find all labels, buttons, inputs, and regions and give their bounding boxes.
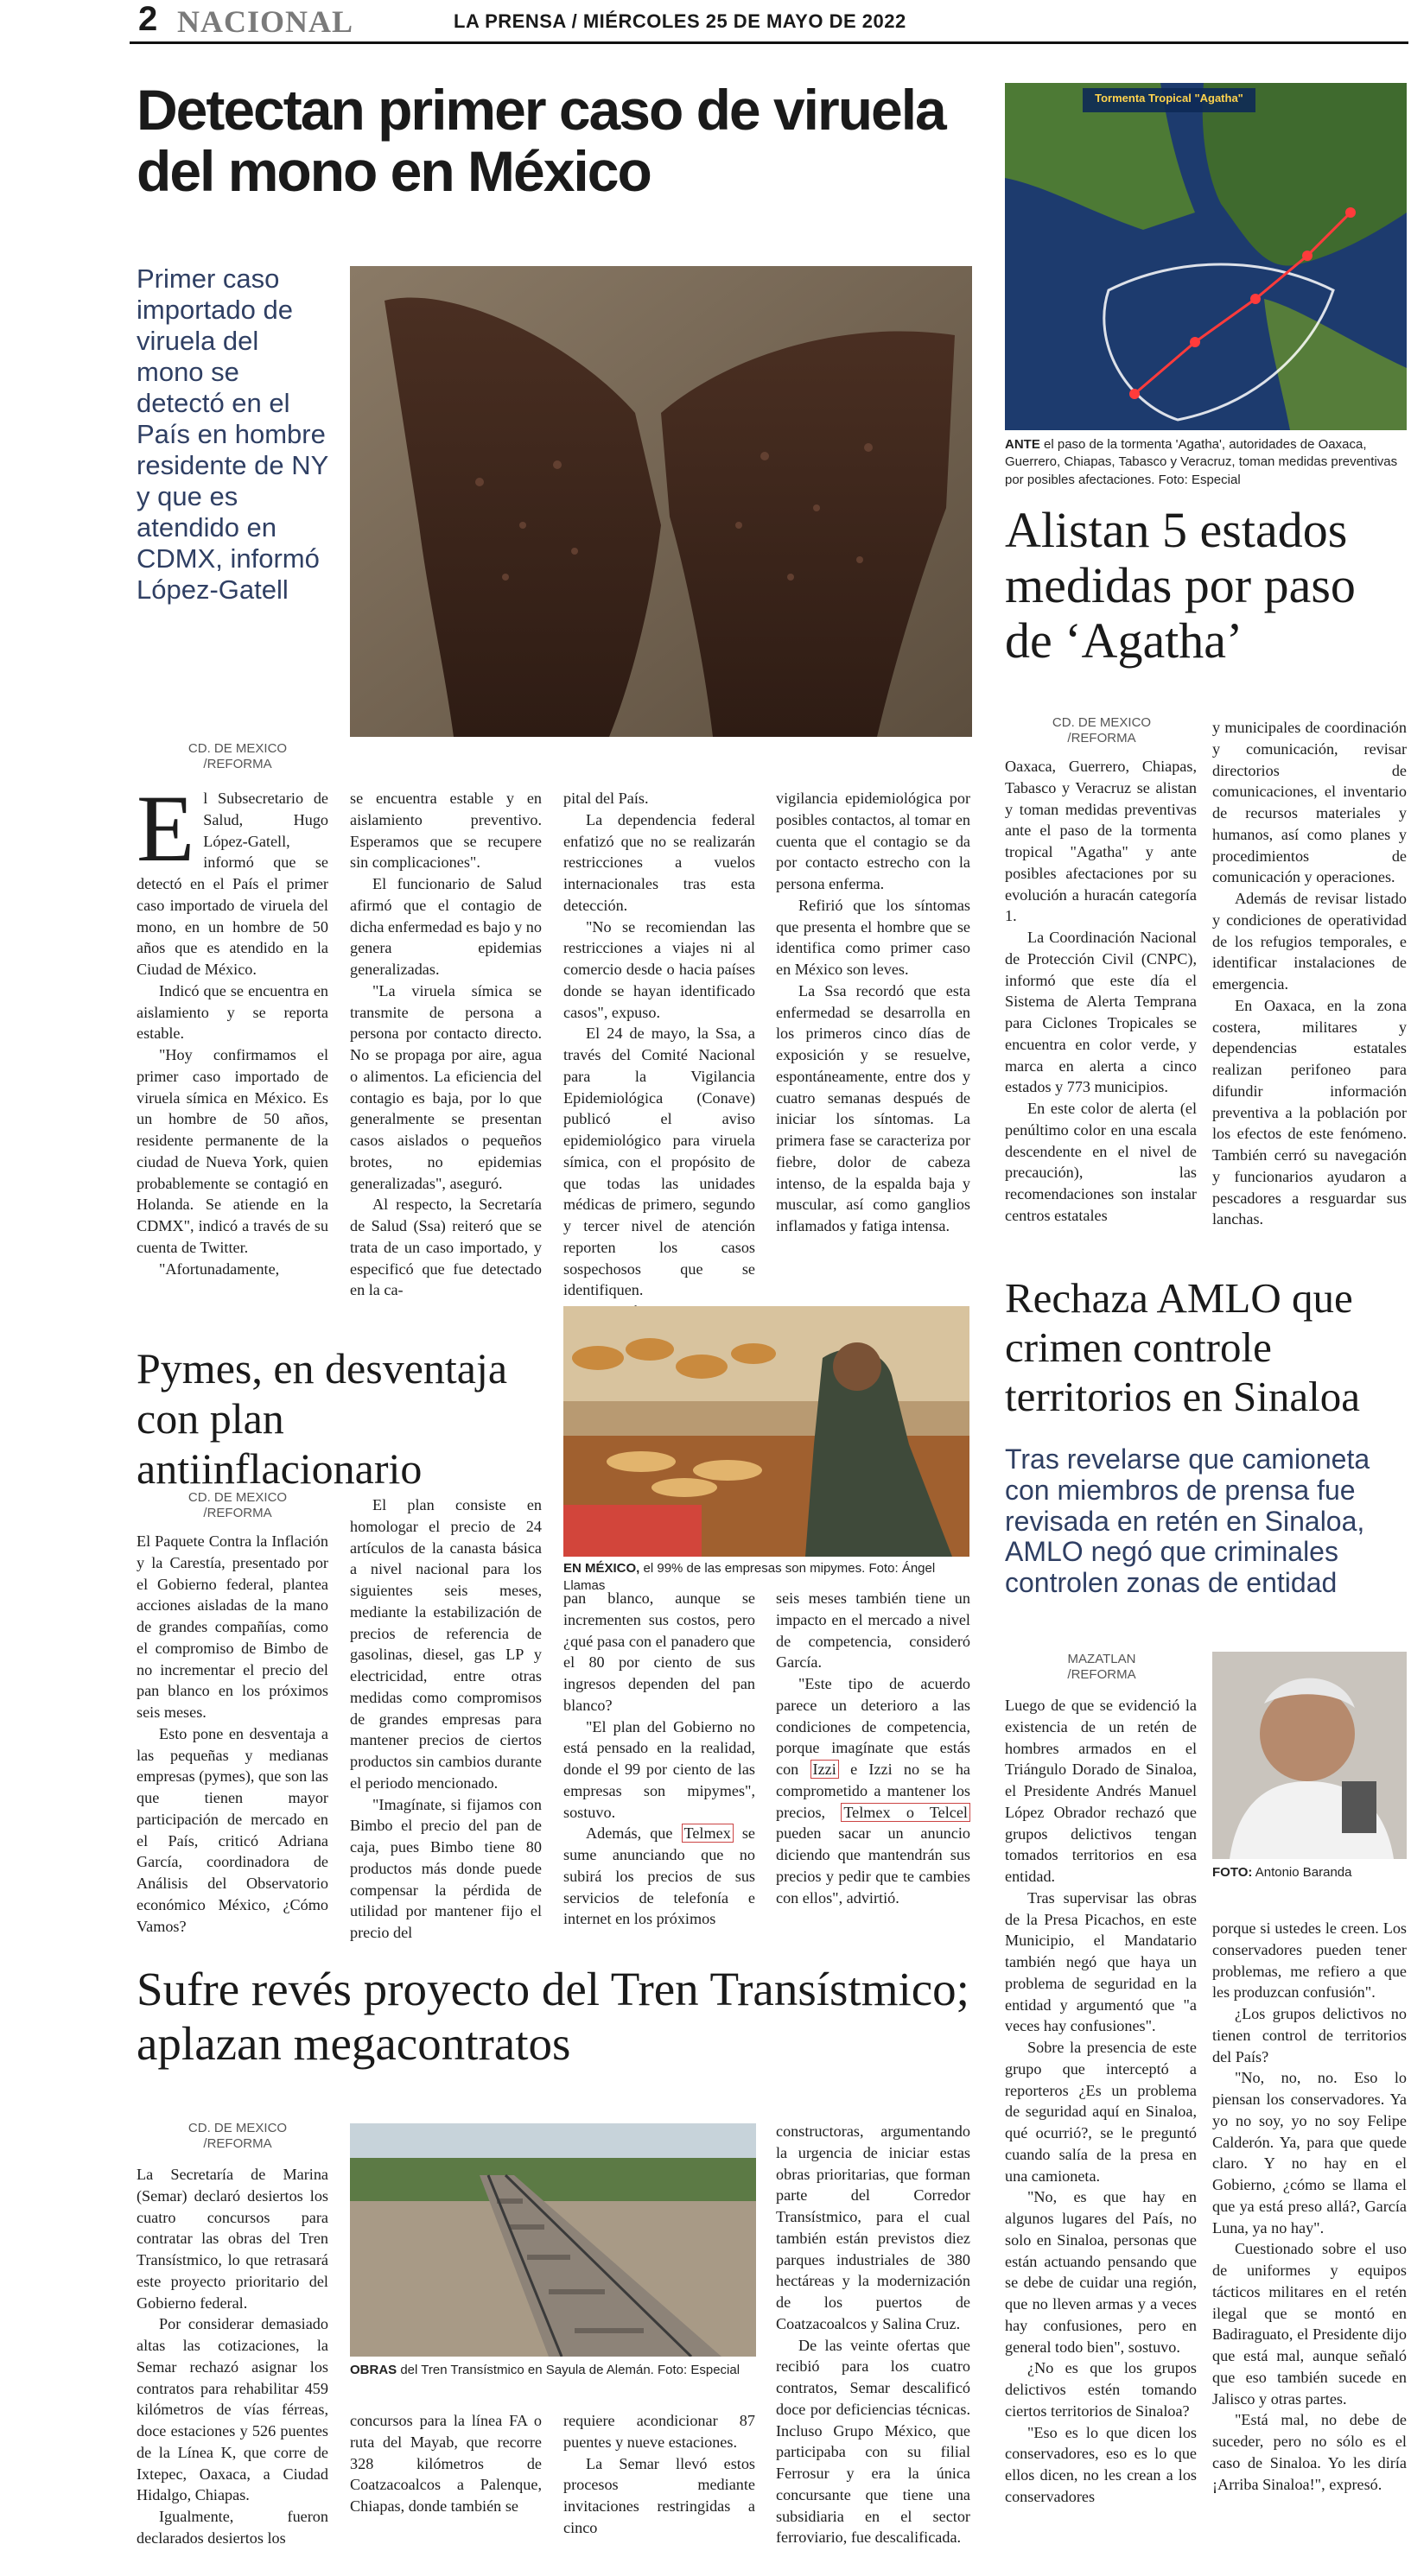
paragraph: De las veinte ofertas que recibió para los cuatro contratos, Semar descalificó doce por deficiencias técnicas. Incluso Grupo México, que participaba con su filial Ferrosur y era la única concursante que tiene una subsidiaria en el sector ferroviario, fue descalificada. [776,2336,970,2547]
paragraph: pital del País. [563,790,649,807]
paragraph: Igualmente, fueron declarados desiertos los [137,2508,328,2547]
text-run: Además, que [586,1824,682,1843]
paragraph: El 24 de mayo, la Ssa, a través del Comité Nacional para la Vigilancia Epidemiológica (Conave) publicó el aviso epidemiológico para viruela símica, con el propósito de que todas las unidades médicas de primero, segundo y tercer nivel de atención reporten los casos sospechosos que se identifiquen. [563,1025,755,1299]
paragraph: Esto pone en desventaja a las pequeñas y medianas empresas (pymes), que son las que tienen mayor participación de mercado en el País, criticó Adriana García, coordinadora de Análisis del Observatorio económico México, ¿Cómo Vamos? [137,1724,328,1935]
article5-byline [173,2121,302,2152]
paragraph: seis meses también tiene un impacto en el mercado a nivel de competencia, consideró García. [776,1589,970,1672]
paragraph: En Oaxaca, en la zona costera, militares y dependencias estatales realizan perifoneo para difundir información preventiva a la población por los efectos de este fenómeno. También cerró su navegación y funcionarios ayudaron a pescadores a resguardar sus lanchas. [1212,996,1407,1228]
amlo-photo [1212,1652,1407,1859]
article3-col4 [776,1588,970,1908]
article3-col2 [350,1494,542,1944]
text-run: se sume anunciando que no subirá los precios de sus servicios de telefonía e internet en los próximos [563,1824,755,1928]
byline-agency: /REFORMA [1067,731,1136,746]
paragraph: Cuestionado sobre el uso de uniformes y equipos tácticos militares en el retén ilegal que se montó en Badiraguato, el Presidente dijo que está mal, aunque señaló que eso también sucede en Jalisco y otras partes. [1212,2240,1407,2408]
railway-photo [350,2123,756,2357]
paragraph: concursos para la línea FA o ruta del Mayab, que recorre 328 kilómetros de Coatzacoalcos a Palenque, Chiapas, donde también se [350,2412,542,2515]
paragraph: La dependencia federal enfatizó que no se realizarán restricciones a vuelos internacionales tras esta detección. [563,810,755,914]
storm-caption [1005,436,1407,489]
paragraph: "No, es que hay en algunos lugares del País, no solo en Sinaloa, personas que están actuando pensando que se debe de cuidar una región, que no lleven armas y a veces hay confusiones, pero en general todo bien", sostuvo. [1005,2188,1197,2356]
bakery-photo [563,1306,969,1557]
paragraph: pan blanco, aunque se incrementen sus costos, pero ¿qué pasa con el panadero que el 80 por ciento de sus ingresos dependen del pan blanco? [563,1589,755,1714]
article3-col3 [563,1588,755,1930]
paragraph: se encuentra estable y en aislamiento preventivo. Esperamos que se recupere sin complicaciones". [350,790,542,872]
byline-agency: /REFORMA [203,1506,272,1520]
paragraph: "No se recomiendan las restricciones a viajes ni al comercio desde o hacia países donde se hayan identificado casos", expuso. [563,917,755,1021]
paragraph: La Secretaría de Marina (Semar) declaró desiertos los cuatro concursos para contratar las obras del Tren Transístmico, lo que retrasará este proyecto prioritario del Gobierno federal. [137,2166,328,2312]
article5-title: Sufre revés proyecto del Tren Transístmico; aplazan megacontratos [137,1963,969,2070]
section-name: NACIONAL [177,4,354,39]
paragraph: La Semar llevó estos procesos mediante invitaciones restringidas a cinco [563,2454,755,2536]
byline-city: MAZATLAN [1067,1652,1136,1666]
article2-col2 [1212,717,1407,1230]
paragraph: "Afortunadamente, [159,1259,280,1278]
railway-caption [350,2362,756,2379]
paragraph: "Imagínate, si fijamos con Bimbo el precio del pan de caja, pues Bimbo tiene 80 productos más donde puede compensar la pérdida de utilidad por mantener fijo el precio del [350,1795,542,1941]
article5-col2 [350,2410,542,2517]
highlighted-term: Telmex o Telcel [841,1803,970,1822]
storm-map [1005,83,1407,430]
paragraph: El plan consiste en homologar el precio de 24 artículos de la canasta básica a nivel nacional para los siguientes seis meses, mediante la estabilización de precios de referencia de gasolinas, diesel, gas LP y electricidad, entre otras medidas como compromisos de grandes empresas para mantener precios de ciertos productos sin cambios durante el periodo mencionado. [350,1496,542,1792]
article1-title: Detectan primer caso de viruela del mono en México [137,78,945,203]
date-line: LA PRENSA / MIÉRCOLES 25 DE MAYO DE 2022 [454,10,906,32]
page-number: 2 [138,0,158,38]
paragraph: "Está mal, no debe de suceder, pero no sólo es el caso de Sinaloa. Yo les diría ¡Arriba Sinaloa!", expresó. [1212,2411,1407,2493]
caption-text: el 99% de las empresas son mipymes. Foto: Ángel Llamas [563,1561,936,1594]
caption-lead: FOTO: [1212,1865,1253,1880]
paragraph: vigilancia epidemiológica por posibles contactos, al tomar en cuenta que el contagio se da por contacto estrecho con la persona enferma. [776,790,970,892]
article3-title: Pymes, en desventaja con plan antiinflacionario [137,1344,508,1493]
map-title: Tormenta Tropical "Agatha" [1095,92,1243,105]
paragraph: ¿Los grupos delictivos no tienen control de territorios del País? [1212,2005,1407,2065]
header-rule [130,41,1408,44]
paragraph: "Hoy confirmamos el primer caso importado de viruela símica en México. Es un hombre de 50 años, residente permanente de la ciudad de Nueva York, quien probablemente se contagió en Holanda. Se atiende en la CDMX", indicó a través de su cuenta de Twitter. [137,1046,328,1256]
caption-lead: ANTE [1005,437,1040,452]
article1-col3 [563,788,755,1323]
article1-col4 [776,788,970,1237]
paragraph: porque si ustedes le creen. Los conservadores pueden tener problemas, me refiero a que les produzcan confusión". [1212,1919,1407,2002]
byline-city: CD. DE MEXICO [187,741,288,756]
article1-col1 [137,776,328,1279]
caption-text: del Tren Transístmico en Sayula de Alemán. Foto: Especial [397,2363,740,2377]
article4-byline [1037,1652,1166,1683]
paragraph: En este color de alerta (el penúltimo color en una escala descendente en el nivel de precaución), las recomendaciones son instalar centros estatales [1005,1100,1197,1224]
paragraph: Al respecto, la Secretaría de Salud (Ssa) reiteró que se trata de un caso importado, y especificó que fue detectado en la ca- [350,1196,542,1299]
paragraph: Luego de que se evidenció la existencia de un retén de hombres armados en el Triángulo Dorado de Sinaloa, el Presidente Andrés Manuel López Obrador rechazó que grupos delictivos tengan tomados territorios en esa entidad. [1005,1697,1197,1885]
caption-lead: OBRAS [350,2363,397,2377]
paragraph: Refirió que los síntomas que presenta el hombre que se identifica como primer caso en México son leves. [776,896,970,978]
article3-col1 [137,1531,328,1937]
article5-col3 [563,2410,755,2539]
text-run: e Izzi no se ha comprometido a mantener los precios, [776,1761,970,1821]
article5-col4 [776,2121,970,2548]
paragraph: Indicó que se encuentra en aislamiento y se reporta estable. [137,981,328,1043]
article4-col2 [1212,1918,1407,2495]
byline-agency: /REFORMA [203,2136,272,2151]
dropcap: E [137,776,195,881]
article4-deck: Tras revelarse que camioneta con miembros de prensa fue revisada en retén en Sinaloa, AMLO negó que criminales controlen zonas de entidad [1005,1443,1370,1599]
byline-city: CD. DE MEXICO [187,1490,288,1505]
paragraph: Por considerar demasiado altas las cotizaciones, la Semar rechazó asignar los contratos para rehabilitar 459 kilómetros de vías férreas, doce estaciones y 526 puentes de la Línea K, que corre de Ixtepec, Oaxaca, a Ciudad Hidalgo, Chiapas. [137,2315,328,2504]
paragraph: Tras supervisar las obras de la Presa Picachos, en este Municipio, el Mandatario también negó que haya un problema de seguridad en la entidad y argumentó que "a veces hay confusiones". [1005,1888,1197,2035]
hands-photo [350,266,972,737]
article3-byline [173,1490,302,1521]
caption-text: Antonio Baranda [1252,1865,1352,1880]
text-run: pueden sacar un anuncio diciendo que mantendrán sus precios y pedir que te cambies con ellos", advirtió. [776,1824,970,1907]
article1-col2 [350,788,542,1301]
article1-byline [173,741,302,772]
amlo-caption [1212,1864,1407,1881]
paragraph: Oaxaca, Guerrero, Chiapas, Tabasco y Veracruz se alistan y toman medidas preventivas ante el paso de la tormenta tropical "Agatha" y ante posibles afectaciones por su evolución a huracán categoría 1. [1005,758,1197,925]
byline-agency: /REFORMA [203,757,272,771]
byline-city: CD. DE MEXICO [1052,715,1152,730]
article4-title: Rechaza AMLO que crimen controle territorios en Sinaloa [1005,1274,1360,1420]
paragraph: requiere acondicionar 87 puentes y nueve estaciones. [563,2412,755,2451]
highlighted-term: Telmex [682,1824,734,1843]
paragraph: Sobre la presencia de este grupo que interceptó a reporteros ¿Es un problema de seguridad aquí en Sinaloa, qué ocurrió?, se le preguntó cuando salía de la presa en una camioneta. [1005,2039,1197,2185]
article4-col1 [1005,1695,1197,2508]
paragraph: ¿No es que los grupos delictivos estén tomando ciertos territorios de Sinaloa? [1005,2359,1197,2420]
article1-lead: l Subsecretario de Salud, Hugo López-Gatell, informó que se detectó en el País el primer caso importado de viruela del mono, en un hombre de 50 años que es atendido en la Ciudad de México. [137,790,328,978]
byline-agency: /REFORMA [1067,1667,1136,1682]
article1-deck: Primer caso importado de viruela del mono se detectó en el País en hombre residente de NY y que es atendido en CDMX, informó López-Gatell [137,263,328,605]
caption-text: el paso de la tormenta 'Agatha', autoridades de Oaxaca, Guerrero, Chiapas, Tabasco y Veracruz, toman medidas preventivas por posibles afectaciones. Foto: Especial [1005,437,1398,487]
paragraph: "El plan del Gobierno no está pensado en la realidad, donde el 99 por ciento de las empresas son mipymes", sostuvo. [563,1717,755,1821]
paragraph: Además de revisar listado y condiciones de operatividad de los refugios temporales, e identificar instalaciones de emergencia. [1212,890,1407,993]
article5-col1 [137,2164,328,2549]
paragraph: El Paquete Contra la Inflación y la Carestía, presentado por el Gobierno federal, plantea acciones aisladas de la mano de grandes compañías, como el compromiso de Bimbo de no incrementar el precio del pan blanco en los próximos seis meses. [137,1532,328,1721]
text-run: "Este tipo de acuerdo parece un deterioro a las condiciones de competencia, porque imagínate que estás con [776,1675,970,1778]
paragraph: y municipales de coordinación y comunicación, revisar directorios de comunicaciones, el inventario de recursos materiales y humanos, así como planes y procedimientos de comunicación y operaciones. [1212,719,1407,886]
paragraph: "No, no, no. Eso lo piensan los conservadores. Ya yo no soy, yo no soy Felipe Calderón. Ya, para que quede claro. Y no hay en el Gobierno, ¿cómo se llama el que ya está preso allá?, García Luna, ya no hay". [1212,2069,1407,2237]
paragraph: La Coordinación Nacional de Protección Civil (CNPC), informó que este día el Sistema de Alerta Temprana para Ciclones Tropicales se encuentra en color verde, y marca en alerta a cinco estados y 773 municipios. [1005,929,1197,1096]
paragraph: El funcionario de Salud afirmó que el contagio de dicha enfermedad es bajo y no genera epidemias generalizadas. [350,875,542,978]
caption-lead: EN MÉXICO, [563,1561,640,1576]
paragraph: "Eso es lo que dicen los conservadores, eso es lo que ellos dicen, no les crean a los conservadores [1005,2423,1197,2505]
article2-byline [1037,715,1166,746]
article2-title: Alistan 5 estados medidas por paso de ‘Agatha’ [1005,502,1356,669]
highlighted-term: Izzi [810,1760,839,1779]
byline-city: CD. DE MEXICO [187,2121,288,2135]
paragraph: constructoras, argumentando la urgencia de iniciar estas obras prioritarias, que forman parte del Corredor Transístmico, para el cual también están previstos diez parques industriales de 380 hectáreas y la modernización de los puertos de Coatzacoalcos y Salina Cruz. [776,2122,970,2332]
paragraph: La Ssa recordó que esta enfermedad se desarrolla en los primeros cinco días de exposición y se resuelve, espontáneamente, entre dos y cuatro semanas después de iniciar los síntomas. La primera fase se caracteriza por fiebre, dolor de cabeza intenso, de la espalda baja y muscular, así como ganglios inflamados y fatiga intensa. [776,981,970,1234]
article2-col1 [1005,756,1197,1227]
paragraph: "La viruela símica se transmite de persona a persona por contacto directo. No se propaga por aire, agua o alimentos. La eficiencia del contagio es baja, por lo que generalmente se presentan casos aislados o pequeños brotes, no epidemias generalizadas", aseguró. [350,981,542,1192]
